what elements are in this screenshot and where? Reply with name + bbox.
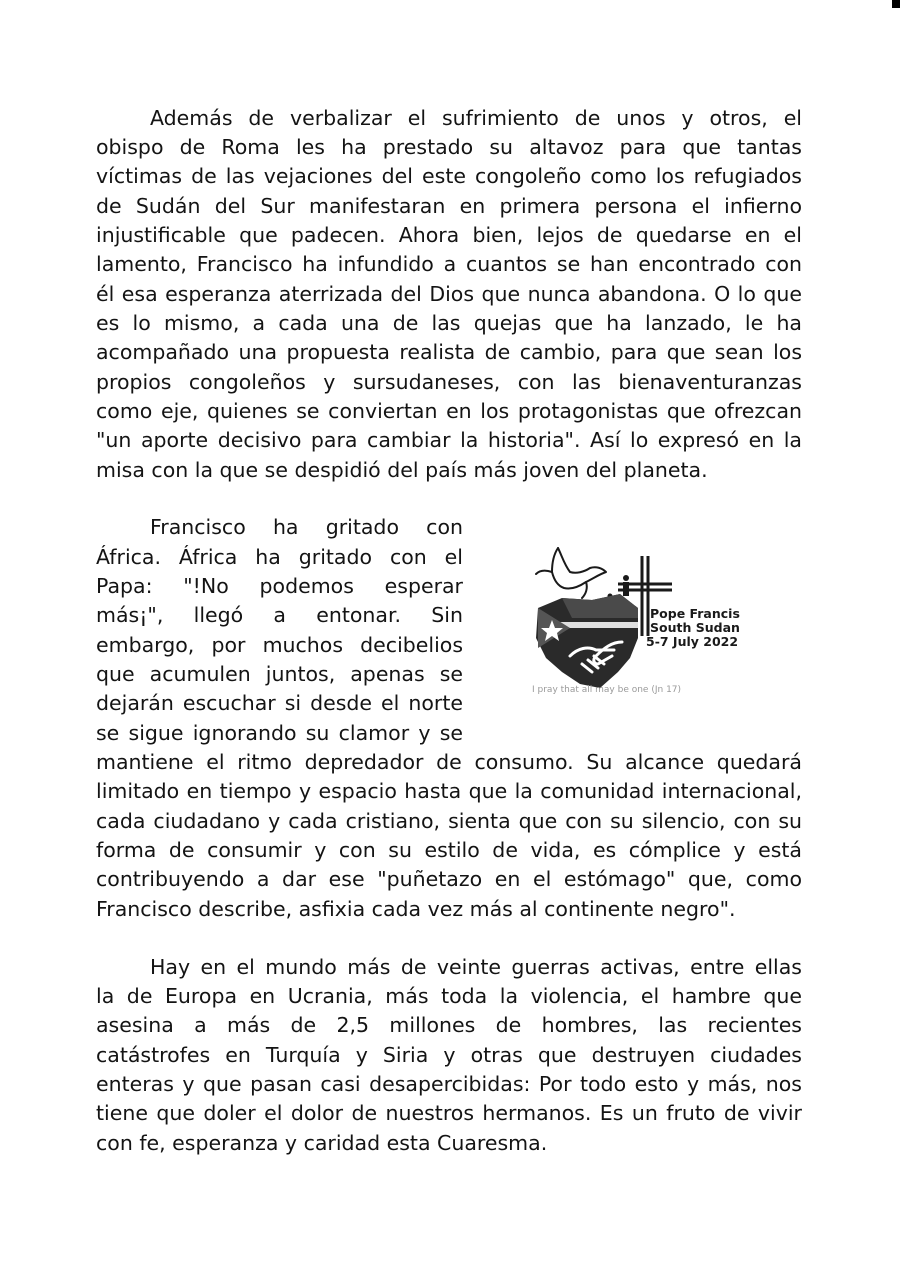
papal-visit-logo bbox=[522, 538, 782, 698]
scan-corner-mark bbox=[892, 0, 900, 8]
text-line: Hay en el mundo más de veinte guerras activas, entre ellas bbox=[150, 955, 802, 979]
text-line: Papa: "!No podemos esperar bbox=[96, 574, 463, 598]
text-line: enteras y que pasan casi desapercibidas: Por todo esto y más, nos bbox=[96, 1072, 802, 1096]
text-line: la de Europa en Ucrania, más toda la violencia, el hambre que bbox=[96, 984, 802, 1008]
logo-title-line1: Pope Francis bbox=[650, 606, 740, 621]
text-line: "un aporte decisivo para cambiar la historia". Así lo expresó en la bbox=[96, 428, 802, 452]
text-line: Francisco describe, asfixia cada vez más al continente negro". bbox=[96, 897, 736, 921]
text-line: que acumulen juntos, apenas se bbox=[96, 662, 463, 686]
text-line: dejarán escuchar si desde el norte bbox=[96, 691, 463, 715]
text-line: obispo de Roma les ha prestado su altavoz para que tantas bbox=[96, 135, 802, 159]
logo-date: 5-7 July 2022 bbox=[646, 634, 739, 649]
text-line: forma de consumir y con su estilo de vida, es cómplice y está bbox=[96, 838, 802, 862]
text-line: misa con la que se despidió del país más joven del planeta. bbox=[96, 458, 708, 482]
logo-title-line2: South Sudan bbox=[650, 620, 740, 635]
text-line: asesina a más de 2,5 millones de hombres, las recientes bbox=[96, 1013, 802, 1037]
text-line: contribuyendo a dar ese "puñetazo en el estómago" que, como bbox=[96, 867, 802, 891]
text-line: se sigue ignorando su clamor y se bbox=[96, 721, 463, 745]
text-line: más¡", llegó a entonar. Sin bbox=[96, 603, 463, 627]
text-line: víctimas de las vejaciones del este congoleño como los refugiados bbox=[96, 164, 802, 188]
text-line: él esa esperanza aterrizada del Dios que nunca abandona. O lo que bbox=[96, 282, 802, 306]
logo-graphic bbox=[522, 538, 782, 698]
text-line: propios congoleños y sursudaneses, con las bienaventuranzas bbox=[96, 370, 802, 394]
text-line: lamento, Francisco ha infundido a cuantos se han encontrado con bbox=[96, 252, 802, 276]
text-line: Francisco ha gritado con bbox=[150, 515, 463, 539]
text-line: Además de verbalizar el sufrimiento de unos y otros, el bbox=[150, 106, 802, 130]
text-line: cada ciudadano y cada cristiano, sienta que con su silencio, con su bbox=[96, 809, 802, 833]
text-line: injustificable que padecen. Ahora bien, lejos de quedarse en el bbox=[96, 223, 802, 247]
dove-icon bbox=[536, 548, 606, 598]
text-line: es lo mismo, a cada una de las quejas que ha lanzado, le ha bbox=[96, 311, 802, 335]
text-line: acompañado una propuesta realista de cambio, para que sean los bbox=[96, 340, 802, 364]
text-line: catástrofes en Turquía y Siria y otras que destruyen ciudades bbox=[96, 1043, 802, 1067]
text-line: limitado en tiempo y espacio hasta que la comunidad internacional, bbox=[96, 779, 802, 803]
text-line: mantiene el ritmo depredador de consumo. Su alcance quedará bbox=[96, 750, 802, 774]
logo-motto: I pray that all may be one (Jn 17) bbox=[532, 685, 682, 695]
text-line: África. África ha gritado con el bbox=[96, 545, 463, 569]
text-line: de Sudán del Sur manifestaran en primera persona el infierno bbox=[96, 194, 802, 218]
text-line: tiene que doler el dolor de nuestros hermanos. Es un fruto de vivir bbox=[96, 1101, 802, 1125]
text-line: con fe, esperanza y caridad esta Cuaresma. bbox=[96, 1131, 548, 1155]
text-line: como eje, quienes se conviertan en los protagonistas que ofrezcan bbox=[96, 399, 802, 423]
text-line: embargo, por muchos decibelios bbox=[96, 633, 463, 657]
